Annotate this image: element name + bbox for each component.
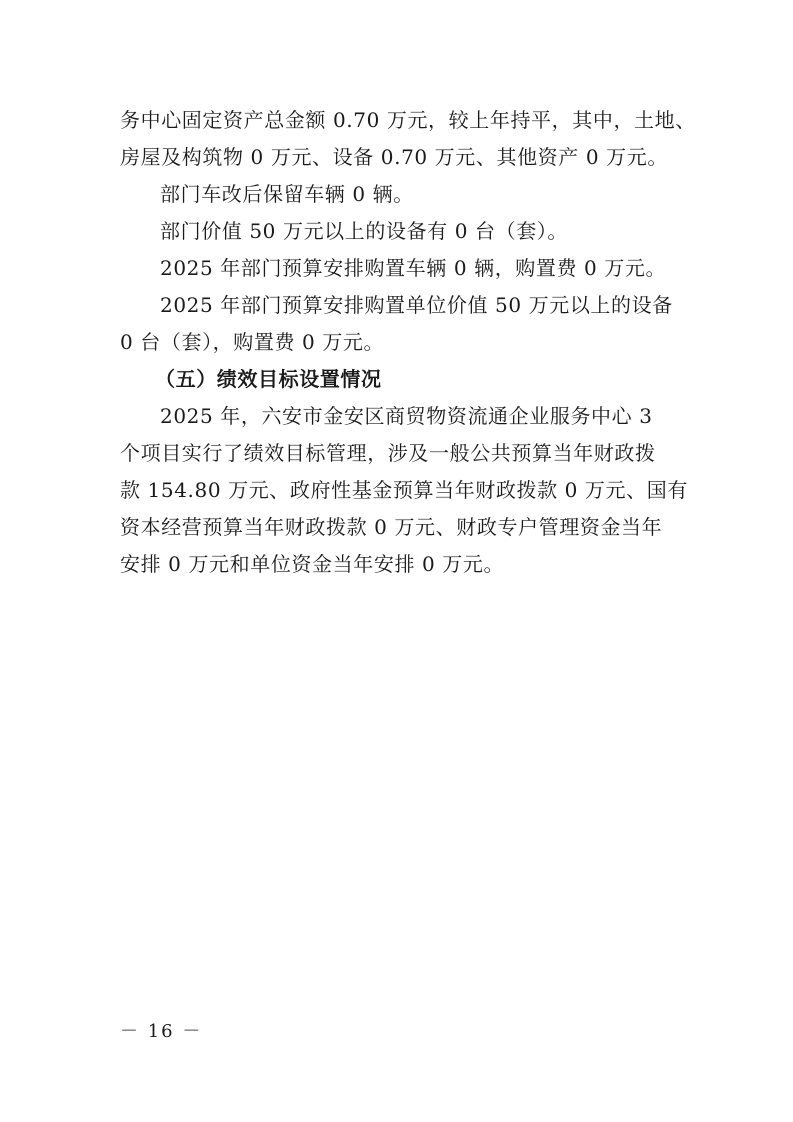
paragraph-line-7: 0 台（套），购置费 0 万元。 (120, 330, 385, 354)
paragraph-line-3: 部门车改后保留车辆 0 辆。 (160, 182, 414, 206)
paragraph-line-1: 务中心固定资产总金额 0.70 万元，较上年持平，其中，土地、 (120, 108, 696, 132)
paragraph-line-4: 部门价值 50 万元以上的设备有 0 台（套）。 (160, 219, 569, 243)
paragraph-line-5: 2025 年部门预算安排购置车辆 0 辆，购置费 0 万元。 (160, 256, 667, 280)
paragraph-line-8: 2025 年，六安市金安区商贸物资流通企业服务中心 3 (160, 404, 653, 428)
paragraph-line-12: 安排 0 万元和单位资金当年安排 0 万元。 (120, 552, 505, 576)
paragraph-line-6: 2025 年部门预算安排购置单位价值 50 万元以上的设备 (160, 293, 673, 317)
page-number: － 16 － (120, 1021, 203, 1042)
paragraph-line-10: 款 154.80 万元、政府性基金预算当年财政拨款 0 万元、国有 (120, 478, 688, 502)
section-heading: （五）绩效目标设置情况 (155, 367, 382, 391)
paragraph-line-11: 资本经营预算当年财政拨款 0 万元、财政专户管理资金当年 (120, 515, 663, 539)
paragraph-line-9: 个项目实行了绩效目标管理，涉及一般公共预算当年财政拨 (120, 441, 656, 465)
paragraph-line-2: 房屋及构筑物 0 万元、设备 0.70 万元、其他资产 0 万元。 (120, 145, 668, 169)
